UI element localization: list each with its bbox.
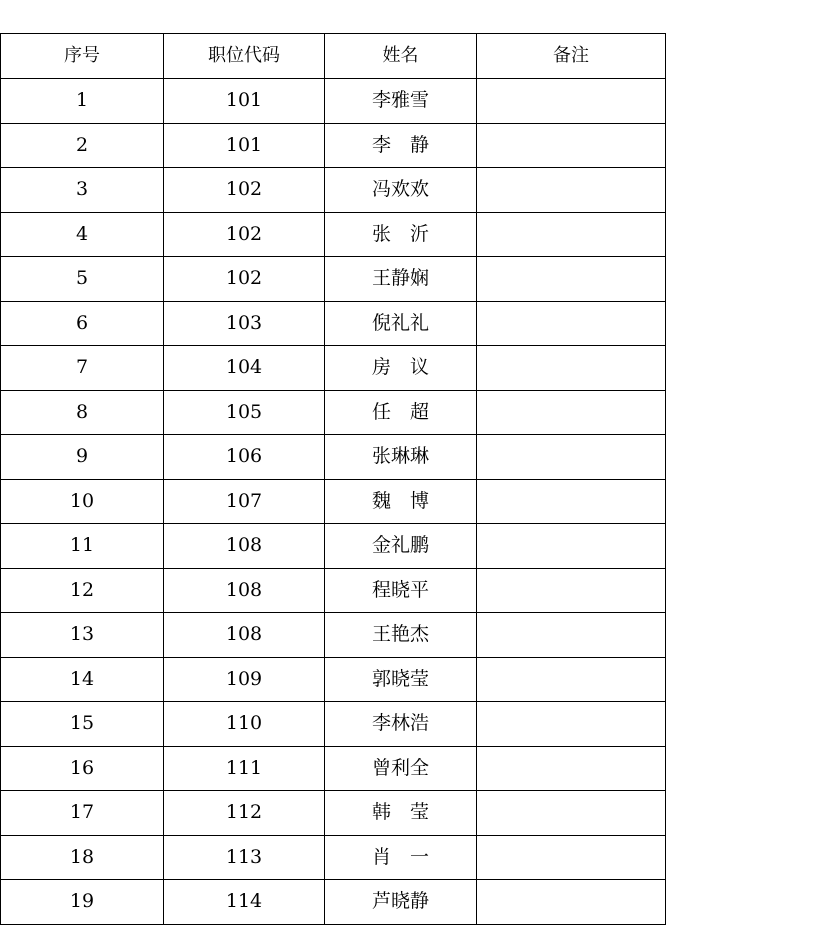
cell-remarks — [477, 657, 666, 702]
table-header-row — [1, 34, 666, 79]
cell-remarks — [477, 79, 666, 124]
cell-name: 倪礼礼 — [325, 301, 477, 346]
header-index: 序号 — [1, 34, 164, 79]
cell-index: 11 — [1, 524, 164, 569]
cell-name: 韩 莹 — [325, 791, 477, 836]
cell-remarks — [477, 212, 666, 257]
cell-name: 房 议 — [325, 346, 477, 391]
cell-name: 冯欢欢 — [325, 168, 477, 213]
cell-index: 13 — [1, 613, 164, 658]
cell-name: 王静娴 — [325, 257, 477, 302]
cell-position-code: 105 — [164, 390, 325, 435]
cell-remarks — [477, 835, 666, 880]
cell-position-code: 106 — [164, 435, 325, 480]
header-name: 姓名 — [325, 34, 477, 79]
cell-index: 5 — [1, 257, 164, 302]
cell-position-code: 102 — [164, 257, 325, 302]
table-row — [1, 346, 666, 391]
cell-position-code: 101 — [164, 123, 325, 168]
cell-index: 15 — [1, 702, 164, 747]
cell-position-code: 114 — [164, 880, 325, 925]
cell-index: 18 — [1, 835, 164, 880]
table-row — [1, 613, 666, 658]
cell-position-code: 108 — [164, 568, 325, 613]
cell-index: 10 — [1, 479, 164, 524]
cell-index: 16 — [1, 746, 164, 791]
cell-remarks — [477, 880, 666, 925]
cell-remarks — [477, 746, 666, 791]
cell-position-code: 111 — [164, 746, 325, 791]
roster-table — [0, 33, 666, 925]
cell-index: 6 — [1, 301, 164, 346]
cell-index: 7 — [1, 346, 164, 391]
cell-remarks — [477, 702, 666, 747]
table-body — [1, 79, 666, 925]
cell-name: 程晓平 — [325, 568, 477, 613]
cell-index: 3 — [1, 168, 164, 213]
cell-index: 1 — [1, 79, 164, 124]
table-row — [1, 835, 666, 880]
table-row — [1, 524, 666, 569]
cell-position-code: 102 — [164, 168, 325, 213]
document-page — [0, 33, 666, 925]
cell-index: 9 — [1, 435, 164, 480]
cell-name: 李林浩 — [325, 702, 477, 747]
table-row — [1, 257, 666, 302]
cell-name: 郭晓莹 — [325, 657, 477, 702]
cell-name: 王艳杰 — [325, 613, 477, 658]
cell-index: 2 — [1, 123, 164, 168]
cell-position-code: 108 — [164, 613, 325, 658]
cell-position-code: 101 — [164, 79, 325, 124]
cell-remarks — [477, 435, 666, 480]
cell-name: 肖 一 — [325, 835, 477, 880]
cell-remarks — [477, 346, 666, 391]
cell-remarks — [477, 123, 666, 168]
table-row — [1, 746, 666, 791]
cell-remarks — [477, 257, 666, 302]
cell-position-code: 102 — [164, 212, 325, 257]
cell-position-code: 104 — [164, 346, 325, 391]
table-row — [1, 880, 666, 925]
cell-name: 李 静 — [325, 123, 477, 168]
cell-index: 8 — [1, 390, 164, 435]
table-row — [1, 79, 666, 124]
cell-remarks — [477, 301, 666, 346]
table-row — [1, 390, 666, 435]
table-row — [1, 568, 666, 613]
table-row — [1, 301, 666, 346]
cell-position-code: 108 — [164, 524, 325, 569]
cell-remarks — [477, 390, 666, 435]
cell-index: 19 — [1, 880, 164, 925]
table-row — [1, 702, 666, 747]
table-row — [1, 657, 666, 702]
cell-remarks — [477, 613, 666, 658]
cell-remarks — [477, 168, 666, 213]
cell-remarks — [477, 479, 666, 524]
cell-name: 曾利全 — [325, 746, 477, 791]
table-row — [1, 435, 666, 480]
cell-name: 魏 博 — [325, 479, 477, 524]
cell-position-code: 113 — [164, 835, 325, 880]
cell-name: 张 沂 — [325, 212, 477, 257]
cell-remarks — [477, 791, 666, 836]
cell-index: 14 — [1, 657, 164, 702]
cell-position-code: 107 — [164, 479, 325, 524]
cell-index: 4 — [1, 212, 164, 257]
table-row — [1, 123, 666, 168]
table-row — [1, 791, 666, 836]
cell-position-code: 112 — [164, 791, 325, 836]
table-row — [1, 479, 666, 524]
cell-position-code: 110 — [164, 702, 325, 747]
table-row — [1, 168, 666, 213]
cell-index: 17 — [1, 791, 164, 836]
cell-remarks — [477, 568, 666, 613]
table-row — [1, 212, 666, 257]
cell-name: 金礼鹏 — [325, 524, 477, 569]
cell-remarks — [477, 524, 666, 569]
cell-name: 李雅雪 — [325, 79, 477, 124]
cell-index: 12 — [1, 568, 164, 613]
cell-position-code: 103 — [164, 301, 325, 346]
cell-name: 芦晓静 — [325, 880, 477, 925]
header-position-code: 职位代码 — [164, 34, 325, 79]
cell-name: 任 超 — [325, 390, 477, 435]
cell-name: 张琳琳 — [325, 435, 477, 480]
header-remarks: 备注 — [477, 34, 666, 79]
cell-position-code: 109 — [164, 657, 325, 702]
